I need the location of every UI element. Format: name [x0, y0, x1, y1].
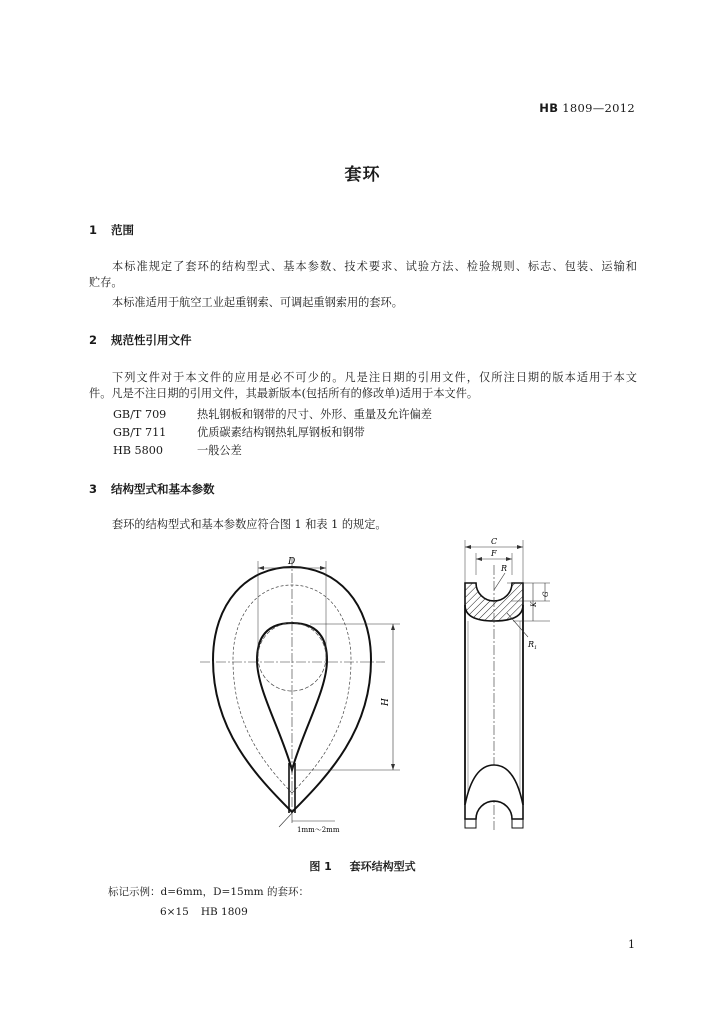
f-arrow-right	[506, 557, 512, 561]
section-number: 3	[89, 482, 98, 496]
section-3-heading	[89, 481, 215, 497]
standard-prefix: HB	[539, 101, 559, 115]
d-arrow-left	[258, 566, 264, 570]
section-number: 2	[89, 333, 98, 347]
reference-code: HB 5800	[113, 444, 164, 457]
section-number: 1	[89, 223, 98, 237]
d-arrow-right	[320, 566, 326, 570]
marking-example: 标记示例：d=6mm，D=15mm 的套环：	[108, 886, 309, 898]
reference-item	[113, 424, 365, 440]
standard-number: 1809—2012	[562, 101, 635, 115]
section-title: 结构型式和基本参数	[111, 482, 215, 496]
marking-code-size: 6×15	[160, 906, 189, 918]
normative-line2: 件。凡是不注日期的引用文件，其最新版本(包括所有的修改单)适用于本文件。	[89, 387, 479, 400]
normative-line1: 下列文件对于本文件的应用是必不可少的。凡是注日期的引用文件，仅所注日期的版本适用于本文	[112, 371, 637, 384]
section-title: 规范性引用文件	[111, 333, 192, 347]
gap-label: 1mm～2mm	[297, 826, 340, 834]
side-view	[465, 537, 550, 830]
scope-para1-line1: 本标准规定了套环的结构型式、基本参数、技术要求、试验方法、检验规则、标志、包装、运输和	[112, 260, 637, 273]
dim-label-r: R	[501, 564, 508, 573]
reference-title: 一般公差	[197, 444, 242, 457]
reference-code: GB/T 711	[113, 426, 167, 439]
thimble-drawing	[195, 535, 550, 840]
page-number: 1	[628, 938, 635, 951]
gap-leader	[279, 813, 292, 827]
figure-1	[195, 535, 550, 840]
reference-title: 优质碳素结构钢热轧厚钢板和钢带	[197, 426, 365, 439]
marking-code	[160, 906, 248, 918]
c-arrow-left	[465, 545, 471, 549]
figure-number: 图 1	[309, 860, 332, 873]
dim-label-c: C	[491, 537, 498, 546]
front-view	[200, 557, 400, 834]
document-title: 套环	[344, 165, 381, 185]
figure-caption	[0, 858, 725, 874]
normative-paragraph	[89, 370, 637, 402]
r-leader	[494, 573, 505, 590]
reference-item	[113, 442, 242, 458]
c-arrow-right	[517, 545, 523, 549]
bottom-foot-right	[512, 819, 523, 828]
f-arrow-left	[476, 557, 482, 561]
reference-item	[113, 406, 432, 422]
section-title: 范围	[111, 223, 135, 237]
dim-label-k: K	[530, 601, 538, 607]
standard-code	[539, 101, 635, 115]
scope-paragraph-2: 本标准适用于航空工业起重钢索、可调起重钢索用的套环。	[112, 296, 403, 309]
dim-label-d: D	[288, 557, 296, 567]
section-1-heading	[89, 222, 134, 238]
reference-code: GB/T 709	[113, 408, 167, 421]
figure-title: 套环结构型式	[349, 860, 416, 873]
dim-label-g: G	[542, 591, 550, 597]
scope-para1-line2: 贮存。	[89, 276, 123, 289]
dim-label-r1: $R_1$	[528, 640, 538, 651]
scope-paragraph-1	[89, 259, 637, 291]
reference-title: 热轧钢板和钢带的尺寸、外形、重量及允许偏差	[197, 408, 432, 421]
h-arrow-top	[391, 624, 395, 630]
dim-label-h: H	[381, 698, 391, 706]
h-arrow-bottom	[391, 764, 395, 770]
bottom-foot-left	[465, 819, 476, 828]
marking-code-standard: HB 1809	[200, 906, 248, 918]
structure-paragraph: 套环的结构型式和基本参数应符合图 1 和表 1 的规定。	[112, 518, 387, 531]
section-2-heading	[89, 332, 192, 348]
dim-label-f: F	[491, 549, 497, 558]
